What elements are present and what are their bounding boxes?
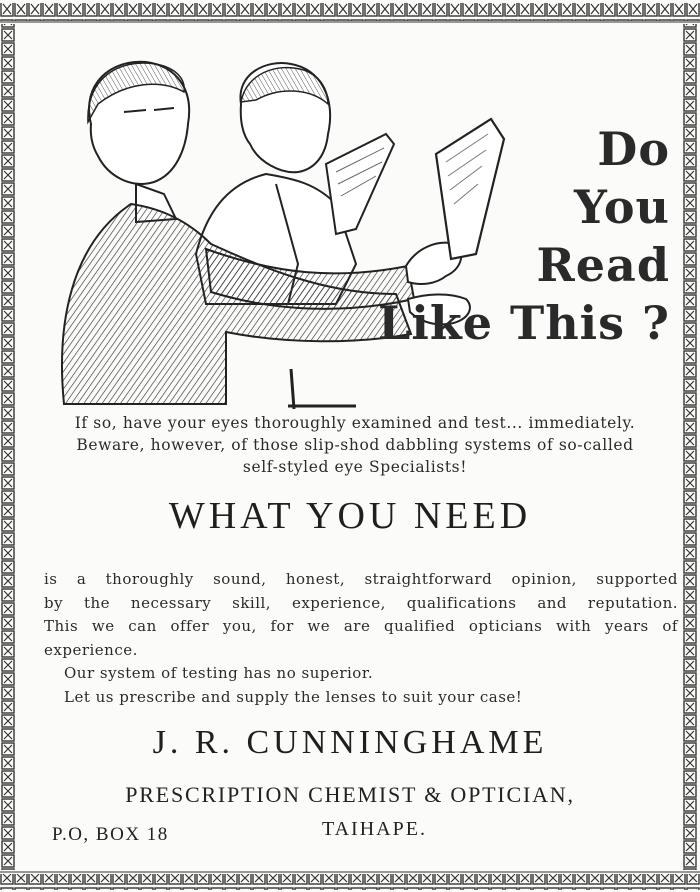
intro-line-1: If so, have your eyes thoroughly examined and test... immediately.	[74, 414, 636, 432]
body-line-1: is a thoroughly sound, honest, straightforward opinion, supported	[44, 570, 678, 588]
border-right	[682, 0, 700, 892]
town: TAIHAPE.	[322, 818, 427, 840]
body-paragraph	[44, 568, 678, 709]
body-line-5: Our system of testing has no superior.	[64, 664, 374, 682]
intro-paragraph	[32, 412, 678, 478]
body-line-3: This we can offer you, for we are qualified opticians with years of	[44, 617, 678, 635]
border-bottom	[0, 870, 700, 892]
subheading: WHAT YOU NEED	[168, 495, 532, 537]
headline-line-1: Do	[597, 122, 670, 176]
intro-line-2: Beware, however, of those slip-shod dabbling systems of so-called	[76, 436, 634, 454]
po-box: P.O, BOX 18	[52, 824, 169, 845]
body-line-2: by the necessary skill, experience, qualifications and reputation.	[44, 593, 678, 612]
body-line-4: experience.	[44, 640, 138, 659]
proprietor-name: J. R. CUNNINGHAME	[152, 724, 548, 761]
ad-content	[22, 30, 678, 866]
body-line-6: Let us prescribe and supply the lenses to suit your case!	[64, 687, 523, 706]
headline-line-2: You	[574, 180, 670, 234]
profession: PRESCRIPTION CHEMIST & OPTICIAN,	[125, 782, 575, 807]
headline-line-3: Read	[536, 238, 670, 292]
border-top	[0, 0, 700, 26]
border-left	[0, 0, 18, 892]
intro-line-3: self-styled eye Specialists!	[242, 458, 468, 476]
headline	[370, 120, 670, 352]
headline-line-4: Like This ?	[378, 296, 670, 350]
